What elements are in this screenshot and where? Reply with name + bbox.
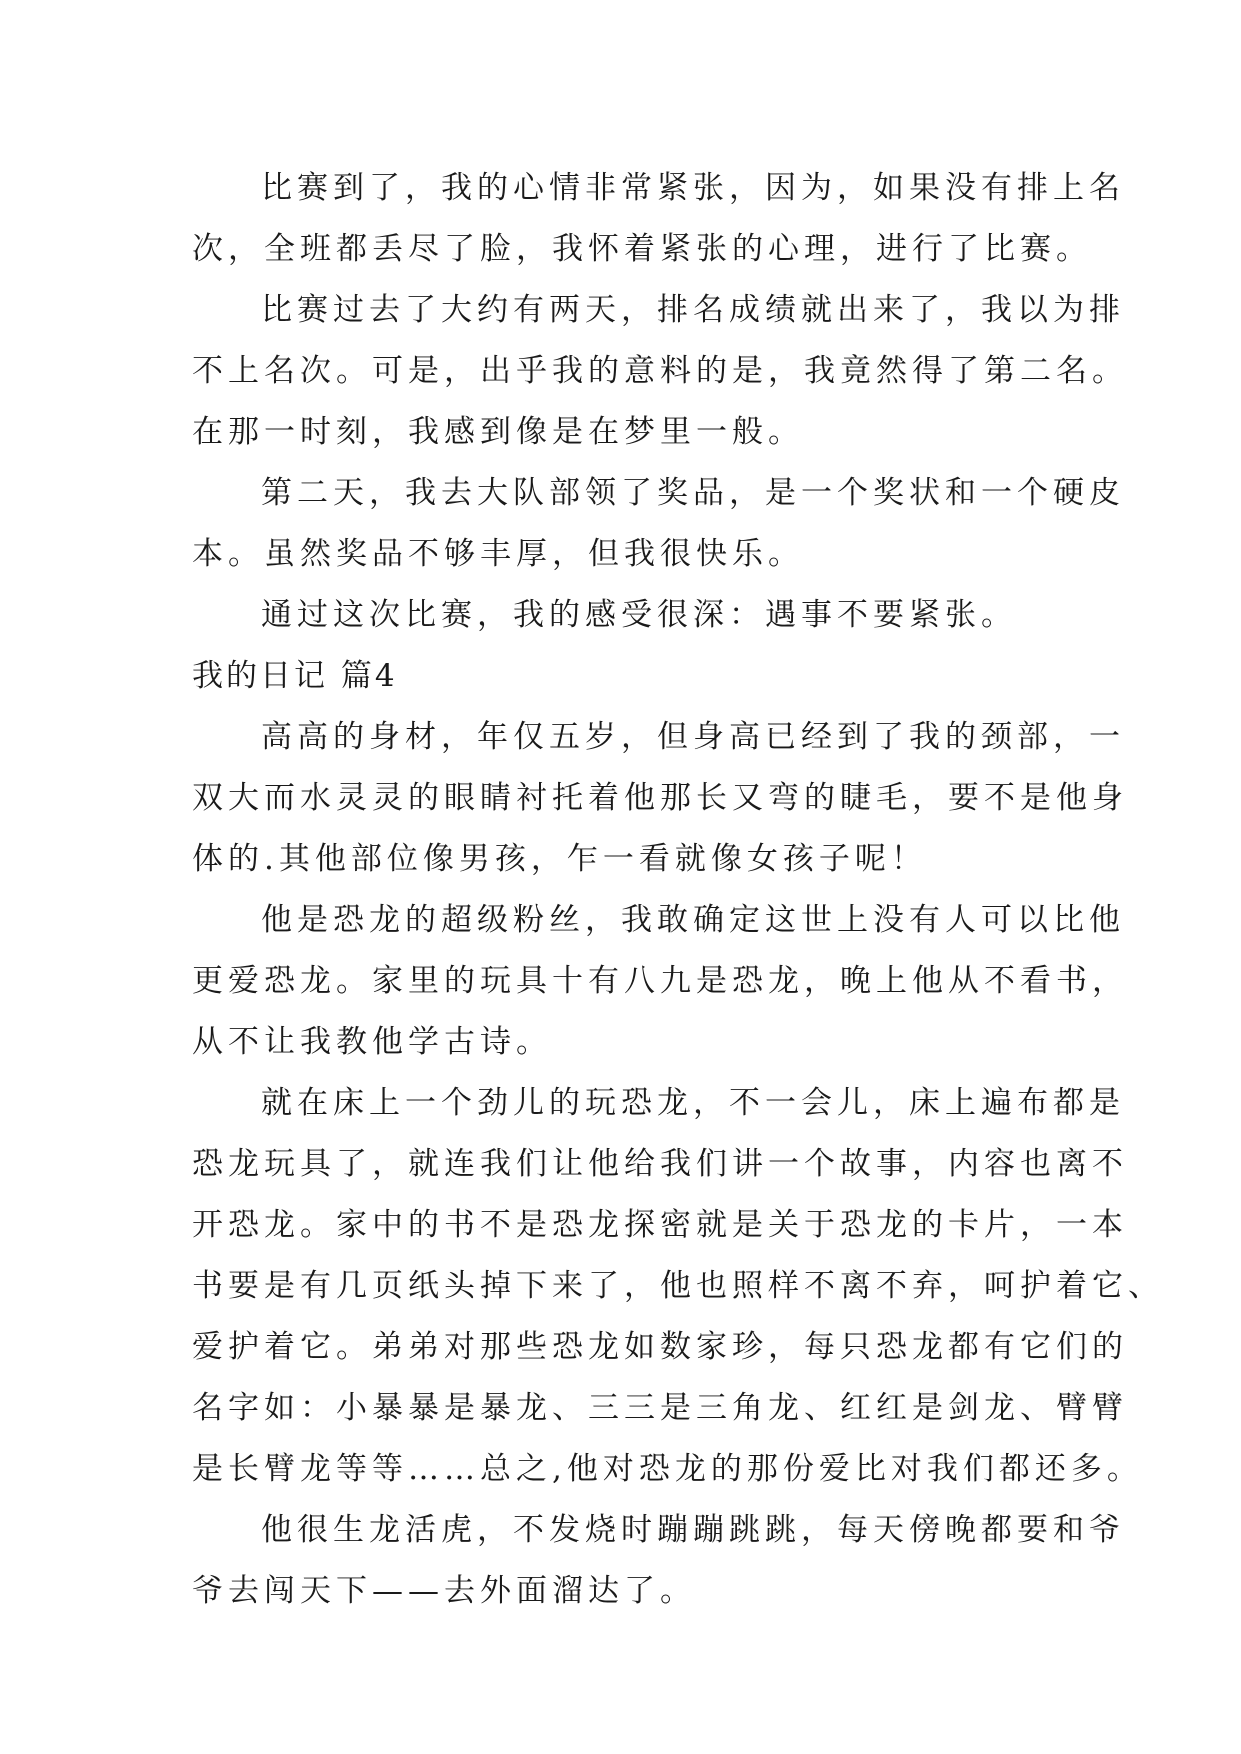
paragraph-line: 本。虽然奖品不够丰厚，但我很快乐。 <box>192 536 804 572</box>
paragraph-line: 更爱恐龙。家里的玩具十有八九是恐龙，晚上他从不看书， <box>192 963 1128 999</box>
paragraph-line: 从不让我教他学古诗。 <box>192 1024 552 1060</box>
paragraph-line: 恐龙玩具了，就连我们让他给我们讲一个故事，内容也离不 <box>192 1146 1128 1182</box>
paragraph-line: 比赛到了，我的心情非常紧张，因为，如果没有排上名 <box>261 170 1125 206</box>
paragraph-line: 开恐龙。家中的书不是恐龙探密就是关于恐龙的卡片，一本 <box>192 1207 1128 1243</box>
paragraph-line: 他是恐龙的超级粉丝，我敢确定这世上没有人可以比他 <box>261 902 1125 938</box>
paragraph-line: 爷去闯天下——去外面溜达了。 <box>192 1573 696 1609</box>
paragraph-line: 次，全班都丢尽了脸，我怀着紧张的心理，进行了比赛。 <box>192 231 1092 267</box>
paragraph-line: 第二天，我去大队部领了奖品，是一个奖状和一个硬皮 <box>261 475 1125 511</box>
paragraph-line: 爱护着它。弟弟对那些恐龙如数家珍，每只恐龙都有它们的 <box>192 1329 1128 1365</box>
paragraph-line: 不上名次。可是，出乎我的意料的是，我竟然得了第二名。 <box>192 353 1128 389</box>
paragraph-line: 他很生龙活虎，不发烧时蹦蹦跳跳，每天傍晚都要和爷 <box>261 1512 1125 1548</box>
document-body <box>192 158 1164 1622</box>
paragraph-line: 高高的身材，年仅五岁，但身高已经到了我的颈部，一 <box>261 719 1125 755</box>
paragraph-line: 在那一时刻，我感到像是在梦里一般。 <box>192 414 804 450</box>
paragraph-line: 体的.其他部位像男孩，乍一看就像女孩子呢！ <box>192 841 927 877</box>
paragraph-line: 是长臂龙等等……总之,他对恐龙的那份爱比对我们都还多。 <box>192 1451 1143 1487</box>
paragraph-line: 书要是有几页纸头掉下来了，他也照样不离不弃，呵护着它、 <box>192 1268 1164 1304</box>
paragraph-line: 就在床上一个劲儿的玩恐龙，不一会儿，床上遍布都是 <box>261 1085 1125 1121</box>
section-heading: 我的日记 篇4 <box>192 658 398 694</box>
paragraph-line: 双大而水灵灵的眼睛衬托着他那长又弯的睫毛，要不是他身 <box>192 780 1128 816</box>
paragraph-line: 比赛过去了大约有两天，排名成绩就出来了，我以为排 <box>261 292 1125 328</box>
paragraph-line: 名字如：小暴暴是暴龙、三三是三角龙、红红是剑龙、臂臂 <box>192 1390 1128 1426</box>
paragraph-line: 通过这次比赛，我的感受很深：遇事不要紧张。 <box>261 597 1017 633</box>
